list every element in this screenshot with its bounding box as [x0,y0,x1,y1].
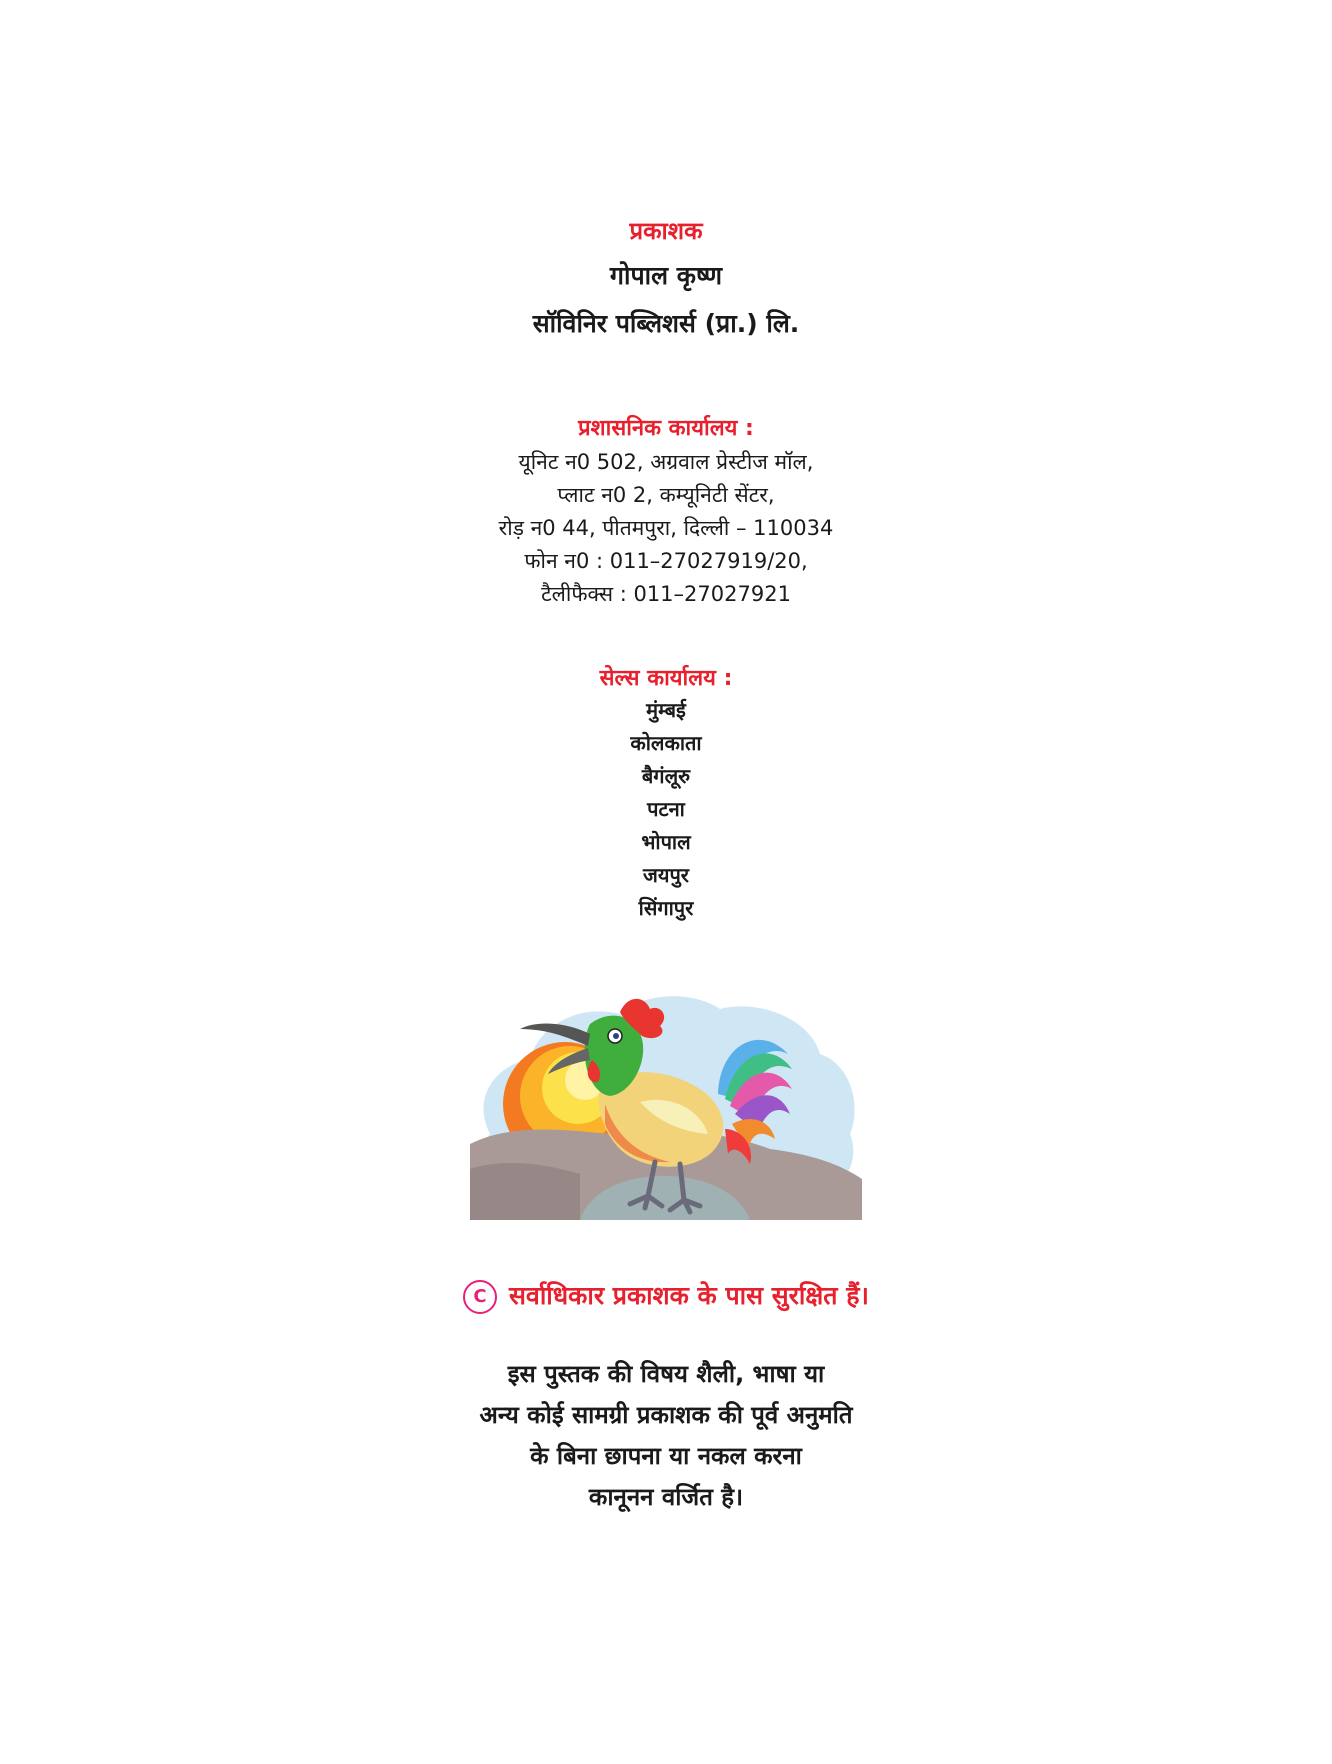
telefax-line: टैलीफैक्स : 011–27027921 [541,582,791,606]
copyright-notice [0,1278,1332,1314]
admin-office-address [0,446,1332,611]
address-line: प्लाट न0 2, कम्यूनिटी सेंटर, [557,483,775,507]
city-item: भोपाल [641,830,691,854]
publisher-company: सॉविनिर पब्लिशर्स (प्रा.) लि. [532,309,800,338]
reproduction-notice [0,1354,1332,1518]
phone-line: फोन न0 : 011–27027919/20, [524,549,808,573]
city-item: बैगंलूरु [641,764,691,788]
city-item: पटना [647,797,685,821]
rooster-sunrise-illustration [470,984,862,1220]
address-line: रोड़ न0 44, पीतमपुरा, दिल्ली – 110034 [498,516,834,540]
city-item: सिंगापुर [638,896,694,920]
notice-line: अन्य कोई सामग्री प्रकाशक की पूर्व अनुमति [479,1401,853,1429]
sales-office-cities [0,694,1332,925]
address-line: यूनिट न0 502, अग्रवाल प्रेस्टीज मॉल, [518,450,814,474]
copyright-icon: C [463,1280,497,1314]
publisher-label: प्रकाशक [629,217,703,245]
city-item: कोलकाता [630,731,702,755]
city-item: जयपुर [643,863,689,887]
sales-office-label: सेल्स कार्यालय : [599,666,733,691]
notice-line: के बिना छापना या नकल करना [530,1442,802,1470]
notice-line: इस पुस्तक की विषय शैली, भाषा या [507,1360,825,1388]
notice-line: कानूनन वर्जित है। [588,1483,744,1511]
city-item: मुंम्बई [646,698,686,722]
admin-office-label: प्रशासनिक कार्यालय : [578,416,754,441]
copyright-text: सर्वाधिकार प्रकाशक के पास सुरक्षित हैं। [509,1281,869,1310]
publisher-name: गोपाल कृष्ण [609,261,723,290]
